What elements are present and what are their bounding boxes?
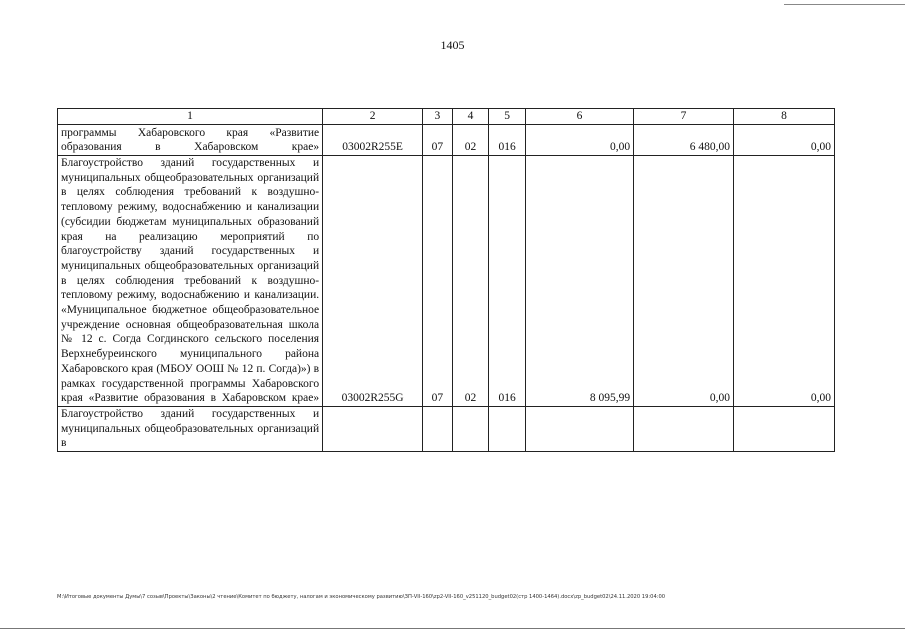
row-amount-8: 0,00 (734, 156, 835, 407)
table-row (58, 156, 835, 407)
row-code: 03002R255E (323, 125, 423, 156)
row-expense-type: 016 (489, 125, 526, 156)
row-subsection: 02 (452, 125, 489, 156)
row-expense-type (489, 406, 526, 451)
row-section: 07 (423, 156, 453, 407)
row-expense-type: 016 (489, 156, 526, 407)
top-rule (784, 4, 905, 5)
row-description: Благоустройство зданий государственных и муниципальных общеобразовательных организаций в (58, 406, 323, 451)
row-code: 03002R255G (323, 156, 423, 407)
row-amount-7: 0,00 (634, 156, 734, 407)
page-number: 1405 (440, 38, 465, 52)
column-header-4: 4 (452, 109, 489, 125)
row-subsection: 02 (452, 156, 489, 407)
column-header-6: 6 (526, 109, 634, 125)
bottom-rule (0, 628, 905, 629)
table-header-row (58, 109, 835, 125)
row-section (423, 406, 453, 451)
row-section: 07 (423, 125, 453, 156)
row-amount-6 (526, 406, 634, 451)
column-header-1: 1 (58, 109, 323, 125)
column-header-8: 8 (734, 109, 835, 125)
document-path-footer: M:\Итоговые документы Думы\7 созыв\Проекты\Законы\2 чтение\Комитет по бюджету, налогам и экономическому развитию\ЗП-VII-160\zp2-VII-160_v251120_budget02(стр 1400-1464).docx\zp_budget02\24.11.2020 19:04:00 (57, 594, 666, 600)
row-subsection (452, 406, 489, 451)
column-header-3: 3 (423, 109, 453, 125)
row-code (323, 406, 423, 451)
row-amount-8: 0,00 (734, 125, 835, 156)
row-amount-6: 0,00 (526, 125, 634, 156)
row-amount-8 (734, 406, 835, 451)
column-header-5: 5 (489, 109, 526, 125)
row-amount-6: 8 095,99 (526, 156, 634, 407)
row-amount-7 (634, 406, 734, 451)
row-amount-7: 6 480,00 (634, 125, 734, 156)
row-description: программы Хабаровского края «Развитие образования в Хабаровском крае» (58, 125, 323, 156)
column-header-2: 2 (323, 109, 423, 125)
table-row (58, 125, 835, 156)
row-description: Благоустройство зданий государственных и муниципальных общеобразовательных организаций в целях соблюдения требований к воздушно-тепловому режиму, водоснабжению и канализации (субсидии бюджетам муниципальных образований края на реализацию мероприятий по благоустройству зданий государственных и муниципальных общеобразовательных организаций в целях соблюдения требований к воздушно-тепловому режиму, водоснабжению и канализации. «Муниципальное бюджетное общеобразовательное учреждение основная общеобразовательная школа № 12 с. Согда Согдинского сельского поселения Верхнебуреинского муниципального района Хабаровского края (МБОУ ООШ № 12 п. Согда)») в рамках государственной программы Хабаровского края «Развитие образования в Хабаровском крае» (58, 156, 323, 407)
table-row (58, 406, 835, 451)
budget-table (57, 108, 835, 452)
column-header-7: 7 (634, 109, 734, 125)
